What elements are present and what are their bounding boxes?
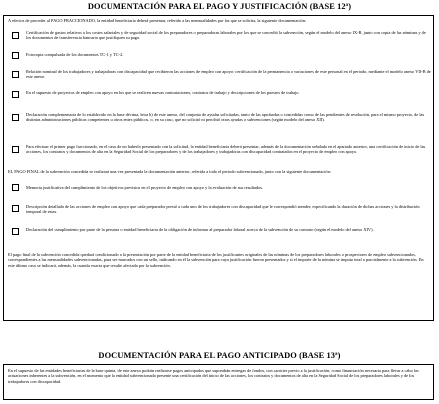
section2-text: En el supuesto de las entidades beneficiarias de la base quinta, de este anexo podrán realizarse pagos anticipados que supondrán entregas de fondos, con carácter previo a la justificación, como financiación necesaria para llevar a cabo las actuaciones inherentes a la subvención, en el momento que la entidad subvencionada presente una certificación del inicio de las acciones, los contratos y documentos de alta en la Seguridad Social de los preparadores laborales y de los trabajadores con discapacidad. xyxy=(8,368,419,384)
checkbox-tc-documents[interactable] xyxy=(12,52,19,59)
item-salary-certification: Certificación de gastos relativos a los costes salariales y de seguridad social de los preparadores o preparadoras laborales por los que se concedió la subvención, según el modelo del anexo IX-B, junto con copia de las nóminas y de los documentos de transferencia bancaria que justifiquen su pago. xyxy=(26,30,426,41)
checkbox-workers-list[interactable] xyxy=(12,71,19,78)
checkbox-first-payment[interactable] xyxy=(12,146,19,153)
item-new-contracts: En el supuesto de proyectos de empleo con apoyo en los que se realicen nuevas contrataciones, contratos de trabajo y descripciones de los puestos de trabajo. xyxy=(26,90,300,95)
section1-intro: A efectos de proceder al PAGO FRACCIONADO, la entidad beneficiaria deberá presentar, referido a las mensualidades por las que se solicita, la siguiente documentación: xyxy=(8,18,307,23)
checkbox-actions-description[interactable] xyxy=(12,205,19,212)
item-compliance-declaration: Declaración del cumplimiento por parte de la persona o entidad beneficiaria de la obligación de informar al preparador laboral acerca de la subvención de su contrato (según el modelo del anexo XIV). xyxy=(26,227,374,232)
item-actions-description: Descripción detallada de las acciones de empleo con apoyo que cada preparador prestó a cada uno de los trabajadores con discapacidad que le correspondió atender, especificando la duración de dichas acciones y la distribución temporal de estas. xyxy=(26,204,420,215)
section1-closing: El pago final de la subvención concedida quedará condicionado a la presentación por parte de la entidad beneficiaria de los justificantes originales de las nóminas de los preparadores laborales o prospectores de empleo subvencionados, correspondientes a las mensualidades subvencionadas, para ser marcados con un sello, indicando en él la subvención para cuya justificación fueron presentados y si el importe de la nómina se imputa total o parcialmente a la subvención. En este último caso se indicará, además, la cuantía exacta que resulte afectada por la subvención. xyxy=(8,252,424,268)
section2-title: DOCUMENTACIÓN PARA EL PAGO ANTICIPADO (BASE 13ª) xyxy=(98,351,341,360)
checkbox-new-contracts[interactable] xyxy=(12,91,19,98)
item-aid-declaration: Declaración complementaria de lo establecido en la base décima, letra b) de este anexo, del conjunto de ayudas solicitadas, tanto de las aprobadas o concedidas como de las pendientes de resolución, para el mismo proyecto, de las distintas administraciones públicas competentes u otros entes públicos, o, en su caso, que no solicitó ni percibió otras ayudas o subvenciones (según modelo del anexo XII). xyxy=(26,112,425,123)
item-workers-list: Relación nominal de los trabajadores y trabajadoras con discapacidad que recibieron las acciones de empleo con apoyo: certificación de la permanencia o variaciones de este personal en el periodo, mediante el modelo anexo VII-B de este anexo. xyxy=(26,69,431,80)
payment-justification-box xyxy=(3,15,434,321)
advance-payment-box xyxy=(3,364,434,400)
checkbox-aid-declaration[interactable] xyxy=(12,114,19,121)
section1-final-payment-intro: EL PAGO FINAL de la subvención concedida se realizará una vez presentada la documentación anterior, referida a todo el periodo subvencionado, junto con la siguiente documentación: xyxy=(8,169,331,174)
item-tc-documents: Fotocopia compulsada de los documentos TC-1 y TC-2. xyxy=(26,52,124,57)
item-justification-report: Memoria justificativa del cumplimiento de los objetivos previstos en el proyecto de empleo con apoyo y la evaluación de sus resultados. xyxy=(26,185,264,190)
item-first-payment: Para efectuar el primer pago fraccionado, en el caso de no haberlo presentado con la solicitud, la entidad beneficiaria deberá presentar, además de la documentación señalada en el apartado anterior, una certificación de inicio de las acciones, los contratos y documentos de alta en la Seguridad Social de los preparadores y de los trabajadores y trabajadoras con discapacidad contratados en el proyecto de empleo con apoyo. xyxy=(26,144,426,155)
checkbox-justification-report[interactable] xyxy=(12,184,19,191)
checkbox-compliance-declaration[interactable] xyxy=(12,228,19,235)
checkbox-salary-certification[interactable] xyxy=(12,32,19,39)
section1-title: DOCUMENTACIÓN PARA EL PAGO Y JUSTIFICACIÓN (BASE 12ª) xyxy=(87,2,352,11)
